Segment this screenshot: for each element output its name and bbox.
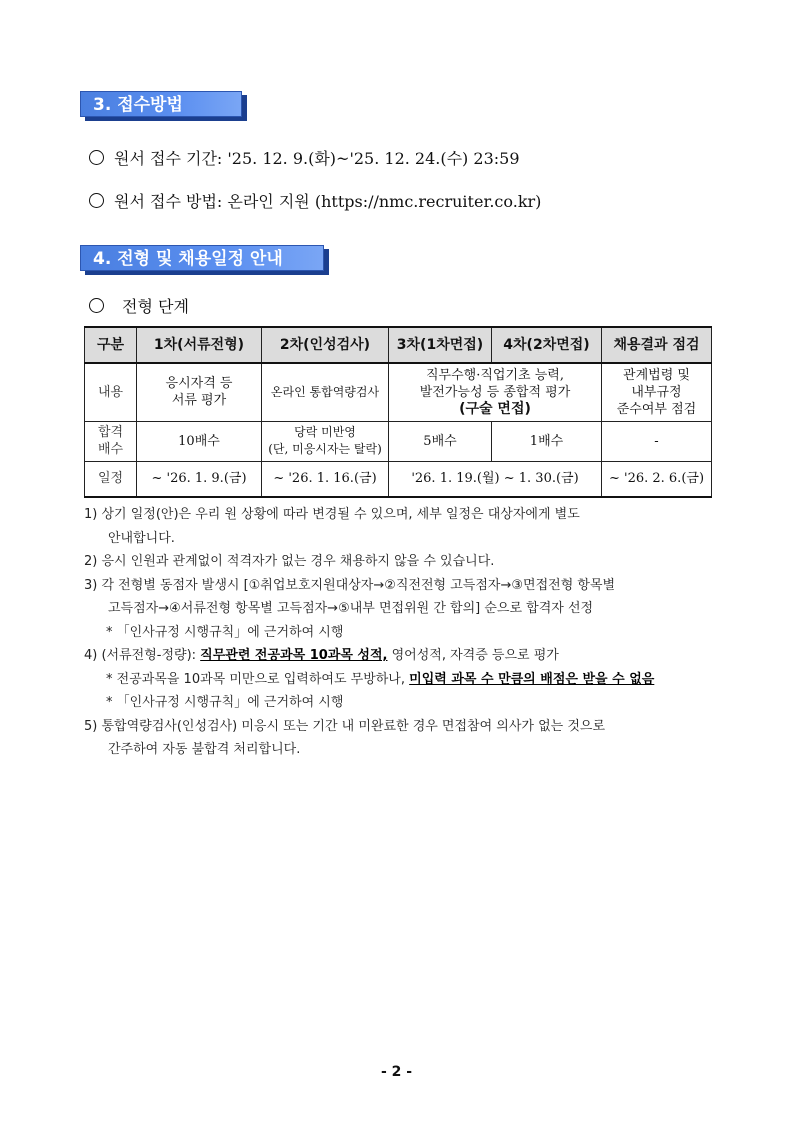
circle-bullet-icon: [89, 150, 104, 165]
application-period: [89, 146, 520, 169]
schedule-stage-2: ~ '26. 1. 16.(금): [262, 461, 389, 497]
ratio-stage-2: 당락 미반영 (단, 미응시자는 탈락): [262, 421, 389, 461]
circle-bullet-icon: [89, 298, 104, 313]
header-stage-1: 1차(서류전형): [137, 327, 262, 363]
note-2: 2) 응시 인원과 관계없이 적격자가 없는 경우 채용하지 않을 수 있습니다.: [84, 554, 495, 569]
ratio-stage-1: 10배수: [137, 421, 262, 461]
header-stage-4: 4차(2차면접): [492, 327, 602, 363]
schedule-stage-1: ~ '26. 1. 9.(금): [137, 461, 262, 497]
note-1-line1: 1) 상기 일정(안)은 우리 원 상황에 따라 변경될 수 있으며, 세부 일정은 대상자에게 별도: [84, 507, 580, 522]
note-4-prefix: 4) (서류전형-정량):: [84, 648, 201, 663]
row-label-schedule: 일정: [85, 461, 137, 497]
content-stage-3-4: [389, 363, 602, 421]
note-4: [84, 644, 724, 668]
table-header-row: [85, 327, 712, 363]
content-result-check: 관계법령 및 내부규정 준수여부 점검: [602, 363, 712, 421]
ratio-result-check: -: [602, 421, 712, 461]
note-4-detail-prefix: * 전공과목을 10과목 미만으로 입력하여도 무방하나,: [106, 671, 410, 687]
header-stage-2: 2차(인성검사): [262, 327, 389, 363]
row-label-content: 내용: [85, 363, 137, 421]
application-method-text: 원서 접수 방법: 온라인 지원 (https://nmc.recruiter.co.kr): [114, 192, 542, 211]
header-category: 구분: [85, 327, 137, 363]
content-stage-3-4-line2: 발전가능성 등 종합적 평가: [419, 384, 571, 400]
table-row-schedule: [85, 461, 712, 497]
note-5-line2: 간주하여 자동 불합격 처리합니다.: [108, 742, 301, 757]
section-3-header: [80, 91, 242, 117]
schedule-result-check: ~ '26. 2. 6.(금): [602, 461, 712, 497]
section-3-title: 3. 접수방법: [80, 91, 242, 117]
page-number: - 2 -: [380, 1064, 413, 1080]
header-result-check: 채용결과 점검: [602, 327, 712, 363]
note-4-emphasis: 직무관련 전공과목 10과목 성적,: [200, 648, 388, 663]
notes-list: [84, 503, 724, 762]
table-row-ratio: [85, 421, 712, 461]
section-4-title: 4. 전형 및 채용일정 안내: [80, 245, 324, 271]
table-row-content: [85, 363, 712, 421]
note-4-detail: [84, 668, 724, 692]
schedule-stage-3-4: '26. 1. 19.(월) ~ 1. 30.(금): [389, 461, 602, 497]
application-period-text: 원서 접수 기간: '25. 12. 9.(화)~'25. 12. 24.(수) 23:59: [114, 149, 520, 168]
circle-bullet-icon: [89, 193, 104, 208]
ratio-stage-4: 1배수: [492, 421, 602, 461]
content-stage-2: 온라인 통합역량검사: [262, 363, 389, 421]
section-4-header: [80, 245, 324, 271]
header-stage-3: 3차(1차면접): [389, 327, 492, 363]
note-5-line1: 5) 통합역량검사(인성검사) 미응시 또는 기간 내 미완료한 경우 면접참여 의사가 없는 것으로: [84, 718, 606, 734]
note-4-suffix: 영어성적, 자격증 등으로 평가: [387, 648, 559, 663]
note-4-detail-emphasis: 미입력 과목 수 만큼의 배점은 받을 수 없음: [409, 671, 655, 687]
selection-stage-subtitle: [89, 294, 189, 317]
note-4-reference: * 「인사규정 시행규칙」에 근거하여 시행: [106, 695, 344, 710]
selection-stage-text: 전형 단계: [122, 297, 189, 316]
selection-schedule-table: [84, 326, 712, 498]
note-1-line2: 안내합니다.: [108, 530, 175, 546]
ratio-stage-3: 5배수: [389, 421, 492, 461]
content-stage-3-4-line1: 직무수행·직업기초 능력,: [426, 367, 564, 383]
content-stage-3-4-oral: (구술 면접): [459, 400, 531, 417]
row-label-ratio: 합격 배수: [85, 421, 137, 461]
note-3-reference: * 「인사규정 시행규칙」에 근거하여 시행: [106, 624, 344, 640]
note-3-line1: 3) 각 전형별 동점자 발생시 [①취업보호지원대상자→②직전전형 고득점자→③면접전형 항목별: [84, 577, 616, 593]
note-3-line2: 고득점자→④서류전형 항목별 고득점자→⑤내부 면접위원 간 합의] 순으로 합격자 선정: [108, 601, 594, 616]
application-method: [89, 189, 541, 212]
content-stage-1: 응시자격 등 서류 평가: [137, 363, 262, 421]
